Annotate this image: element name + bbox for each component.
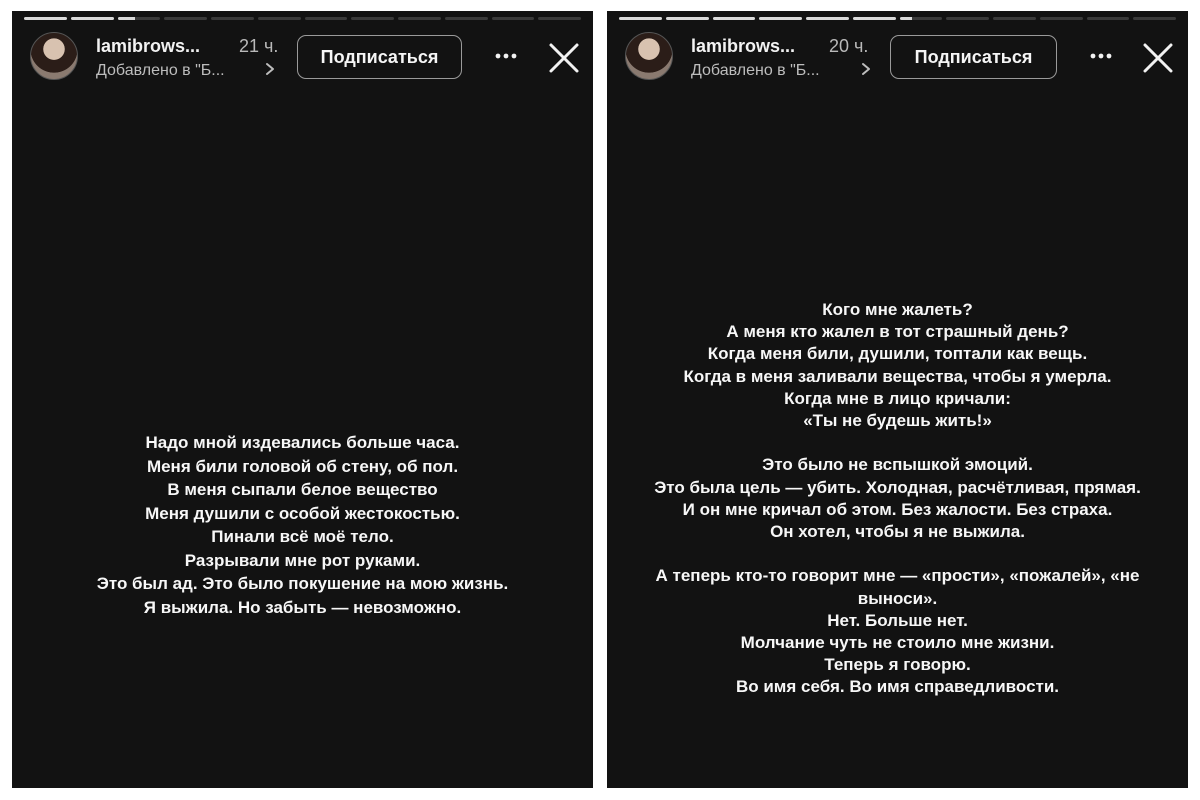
progress-segment bbox=[946, 17, 989, 20]
story-progress-bar bbox=[619, 17, 1176, 20]
story-text: Кого мне жалеть? А меня кто жалел в тот страшный день? Когда меня били, душили, топтали как вещь. Когда в меня заливали вещества, чтобы я умерла. Когда мне в лицо кричали: «Ты не будешь жить!» Это было не вспышкой эмоций. Это была цель — убить. Холодная, расчётливая, прямая. И он мне кричал об этом. Без жалости. Без страха. Он хотел, чтобы я не выжила. А теперь кто-то говорит мне — «прости», «пожалей», «не выноси». Нет. Больше нет. Молчание чуть не стоило мне жизни. Теперь я говорю. Во имя себя. Во имя справедливости. bbox=[654, 300, 1141, 697]
progress-segment bbox=[351, 17, 394, 20]
chevron-right-icon[interactable] bbox=[264, 61, 276, 77]
close-icon[interactable] bbox=[548, 42, 580, 74]
progress-segment bbox=[1087, 17, 1130, 20]
highlight-added-label[interactable]: Добавлено в "Б... bbox=[96, 62, 225, 79]
progress-segment bbox=[759, 17, 802, 20]
progress-segment bbox=[538, 17, 581, 20]
post-time: 21 ч. bbox=[239, 36, 279, 56]
more-dots-icon[interactable] bbox=[491, 45, 521, 67]
username[interactable]: lamibrows... bbox=[691, 36, 796, 56]
avatar[interactable] bbox=[625, 32, 673, 80]
progress-segment bbox=[305, 17, 348, 20]
more-dots-icon[interactable] bbox=[1086, 45, 1116, 67]
story-text: Надо мной издевались больше часа. Меня били головой об стену, об пол. В меня сыпали белое вещество Меня душили с особой жестокостью. Пинали всё моё тело. Разрывали мне рот руками. Это был ад. Это было покушение на мою жизнь. Я выжила. Но забыть — невозможно. bbox=[96, 433, 509, 617]
progress-segment bbox=[806, 17, 849, 20]
progress-segment bbox=[211, 17, 254, 20]
progress-segment bbox=[24, 17, 67, 20]
progress-segment bbox=[713, 17, 756, 20]
progress-segment bbox=[258, 17, 301, 20]
progress-segment bbox=[164, 17, 207, 20]
username[interactable]: lamibrows... bbox=[96, 36, 201, 56]
story-panel-left[interactable] bbox=[12, 11, 593, 788]
progress-segment bbox=[71, 17, 114, 20]
progress-segment bbox=[398, 17, 441, 20]
progress-segment bbox=[619, 17, 662, 20]
follow-button[interactable]: Подписаться bbox=[297, 35, 462, 79]
progress-segment bbox=[118, 17, 161, 20]
progress-segment bbox=[492, 17, 535, 20]
story-panel-right[interactable] bbox=[607, 11, 1188, 788]
progress-segment bbox=[1133, 17, 1176, 20]
close-icon[interactable] bbox=[1142, 42, 1174, 74]
avatar[interactable] bbox=[30, 32, 78, 80]
story-progress-bar bbox=[24, 17, 581, 20]
post-time: 20 ч. bbox=[829, 36, 869, 56]
progress-segment bbox=[853, 17, 896, 20]
progress-segment bbox=[666, 17, 709, 20]
highlight-added-label[interactable]: Добавлено в "Б... bbox=[691, 62, 820, 79]
progress-segment bbox=[445, 17, 488, 20]
chevron-right-icon[interactable] bbox=[860, 61, 872, 77]
progress-segment bbox=[1040, 17, 1083, 20]
progress-segment bbox=[900, 17, 943, 20]
follow-button[interactable]: Подписаться bbox=[890, 35, 1057, 79]
progress-segment bbox=[993, 17, 1036, 20]
